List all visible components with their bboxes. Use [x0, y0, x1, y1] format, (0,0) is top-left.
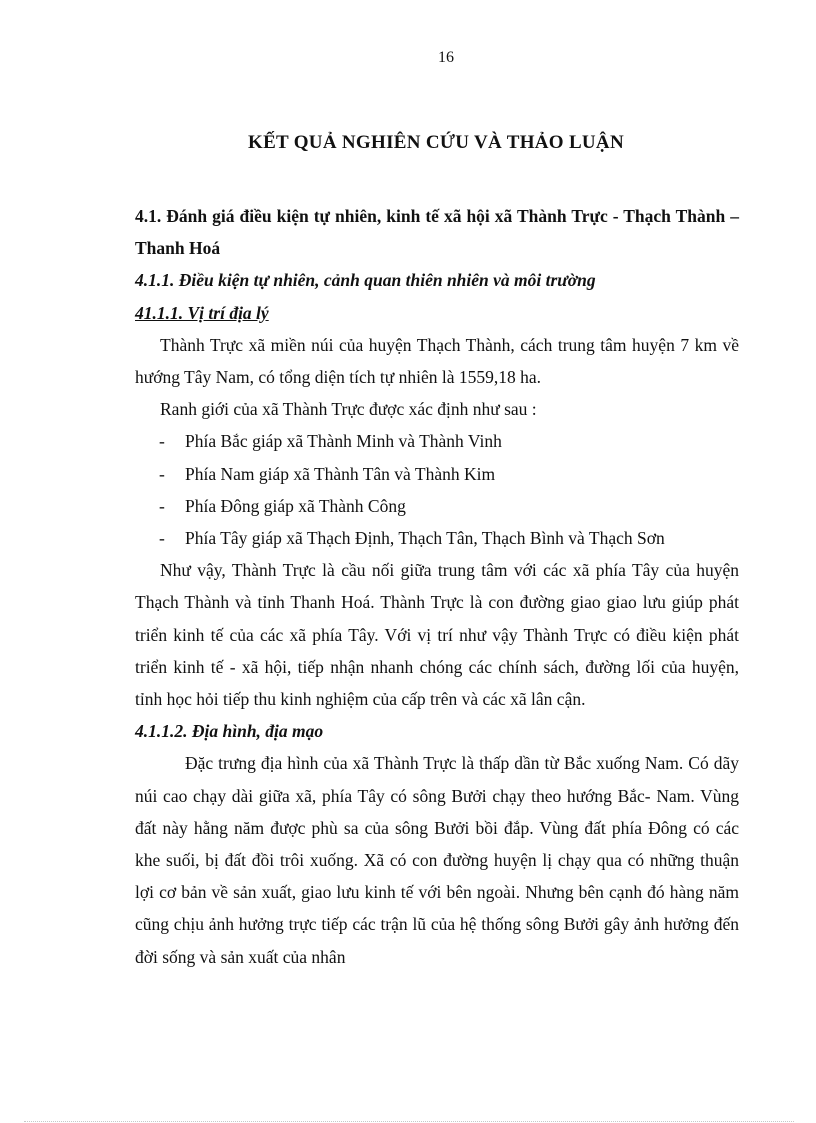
boundary-list: [135, 425, 739, 554]
section-heading-4-1: 4.1. Đánh giá điều kiện tự nhiên, kinh tế xã hội xã Thành Trực - Thạch Thành – Thanh Hoá: [135, 206, 739, 259]
boundary-list-item: [135, 425, 739, 457]
boundary-list-item: [135, 458, 739, 490]
chapter-title: KẾT QUẢ NGHIÊN CỨU VÀ THẢO LUẬN: [248, 132, 624, 153]
boundary-list-item: [135, 490, 739, 522]
location-paragraph-1: Thành Trực xã miền núi của huyện Thạch Thành, cách trung tâm huyện 7 km về hướng Tây Nam, có tổng diện tích tự nhiên là 1559,18 ha.: [135, 334, 739, 388]
page-number: 16: [438, 49, 454, 66]
footer-divider: [24, 1121, 794, 1122]
boundary-north: Phía Bắc giáp xã Thành Minh và Thành Vinh: [185, 431, 502, 452]
list-dash: -: [159, 463, 165, 484]
document-body: [135, 200, 739, 973]
boundary-west: Phía Tây giáp xã Thạch Định, Thạch Tân, Thạch Bình và Thạch Sơn: [185, 528, 665, 549]
location-paragraph-2: Ranh giới của xã Thành Trực được xác định như sau :: [160, 399, 537, 420]
location-paragraph-3: Như vậy, Thành Trực là cầu nối giữa trung tâm với các xã phía Tây của huyện Thạch Thành và tỉnh Thanh Hoá. Thành Trực là con đường giao giao lưu giúp phát triển kinh tế của các xã phía Tây. Với vị trí như vậy Thành Trực có điều kiện phát triển kinh tế - xã hội, tiếp nhận nhanh chóng các chính sách, đường lối của huyện, tỉnh học hỏi tiếp thu kinh nghiệm của cấp trên và các xã lân cận.: [135, 560, 739, 710]
section-heading-4-1-1: 4.1.1. Điều kiện tự nhiên, cảnh quan thiên nhiên và môi trường: [135, 270, 596, 291]
section-heading-location: 41.1.1. Vị trí địa lý: [135, 302, 269, 323]
list-dash: -: [159, 495, 165, 516]
list-dash: -: [159, 431, 165, 452]
list-dash: -: [159, 528, 165, 549]
boundary-south: Phía Nam giáp xã Thành Tân và Thành Kim: [185, 463, 496, 484]
terrain-paragraph-1: Đặc trưng địa hình của xã Thành Trực là thấp dần từ Bắc xuống Nam. Có dãy núi cao chạy dài giữa xã, phía Tây có sông Bưởi chạy theo hướng Bắc- Nam. Vùng đất này hằng năm được phù sa của sông Bưởi bồi đắp. Vùng đất phía Đông có các khe suối, bị đất đồi trôi xuống. Xã có con đường huyện lị chạy qua có những thuận lợi cơ bản về sản xuất, giao lưu kinh tế với bên ngoài. Nhưng bên cạnh đó hàng năm cũng chịu ảnh hưởng trực tiếp các trận lũ của hệ thống sông Bưởi gây ảnh hưởng đến đời sống và sản xuất của nhân: [135, 753, 739, 967]
section-heading-terrain: 4.1.1.2. Địa hình, địa mạo: [135, 721, 324, 742]
boundary-east: Phía Đông giáp xã Thành Công: [185, 495, 406, 516]
boundary-list-item: [135, 522, 739, 554]
